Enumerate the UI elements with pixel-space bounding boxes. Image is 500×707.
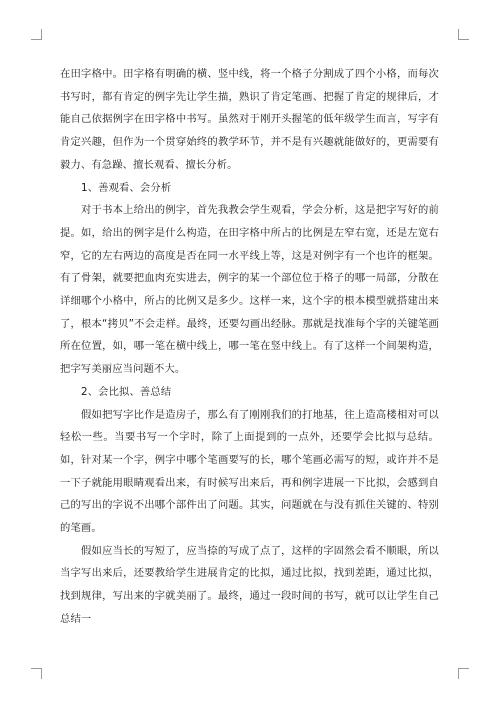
section-heading-1: 1、善观看、会分析 [81,181,172,194]
document-body [60,63,439,631]
paragraph-continuation: 在田字格中。田字格有明确的横、竖中线，将一个格子分割成了四个小格，而每次书写时，都有肯定的例字先让学生描，熟识了肯定笔画、把握了肯定的规律后，才能自己依据例字在田字格中书写。虽然对于刚开头握笔的低年级学生而言，写字有肯定兴趣，但作为一个贯穿始终的教学环节，并不是有兴趣就能做好的，更需要有毅力、有急躁、擅长观看、擅长分析。 [60,68,439,171]
crop-mark-bottom-right [458,668,469,679]
crop-mark-top-left [31,29,42,40]
crop-mark-top-right [458,29,469,40]
paragraph-long-short-strokes: 假如应当长的写短了，应当捺的写成了点了，这样的字固然会看不顺眼，所以当字写出来后，还要教给学生进展肯定的比拟，通过比拟，找到差距，通过比拟，找到规律，写出来的字就美丽了。最终，通过一段时间的书写，就可以让学生自己总结一 [60,544,439,625]
crop-mark-bottom-left [31,668,42,679]
paragraph-observe-analyze: 对于书本上给出的例字，首先我教会学生观看，学会分析，这是把字写好的前提。如，给出的例字是什么构造，在田字格中所占的比例是左窄右宽，还是左宽右窄，它的左右两边的高度是否在同一水平线上等，这是对例字有一个也许的框架。有了骨架，就要把血肉充实进去，例字的某一个部位位于格子的哪一局部，分散在详细哪个小格中，所占的比例又是多少。这样一来，这个字的根本模型就搭建出来了，根本“拷贝”不会走样。最终，还要勾画出经脉。那就是找准每个字的关键笔画所在位置，如，哪一笔在横中线上，哪一笔在竖中线上。有了这样一个间架构造，把字写美丽应当问题不大。 [60,204,439,376]
section-heading-2: 2、会比拟、善总结 [81,385,172,398]
paragraph-compare-summarize: 假如把写字比作是造房子，那么有了刚刚我们的打地基，往上造高楼相对可以轻松一些。当要书写一个字时，除了上面提到的一点外，还要学会比拟与总结。如，针对某一个字，例字中哪个笔画要写的长，哪个笔画必需写的短，或许并不是一下子就能用眼睛观看出来，有时候写出来后，再和例字进展一下比拟，会感到自己的写出的字说不出哪个部件出了问题。其实，问题就在与没有抓住关键的、特别的笔画。 [60,408,439,535]
